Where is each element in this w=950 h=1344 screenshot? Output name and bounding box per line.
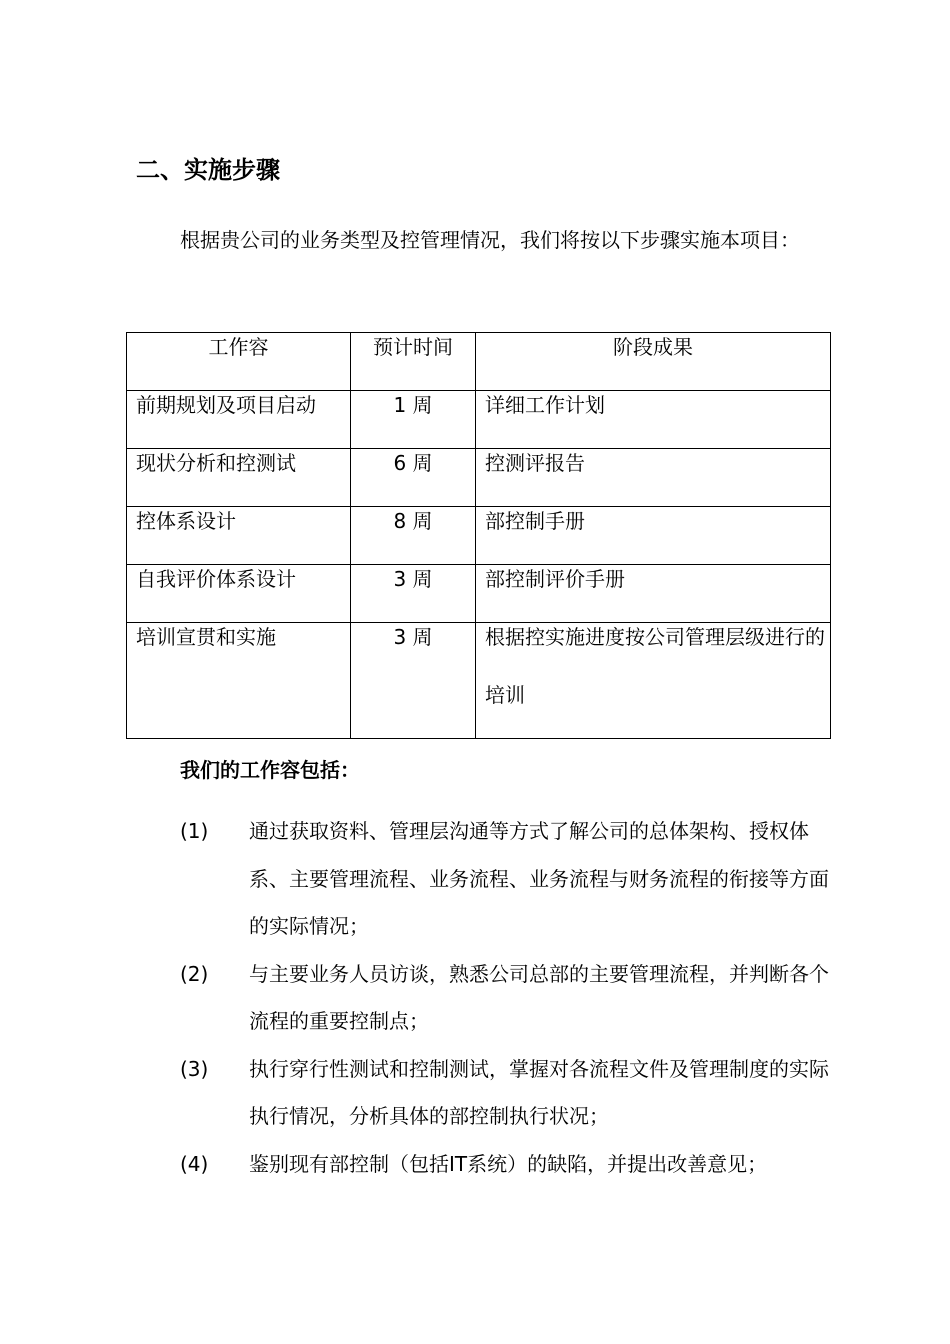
cell-result: 部控制评价手册 (485, 567, 625, 591)
table-row (127, 449, 831, 507)
table-row (127, 623, 831, 739)
header-work: 工作容 (127, 333, 351, 391)
cell-time: 1 周 (351, 391, 476, 449)
cell-time: 3 周 (351, 565, 476, 623)
cell-work: 现状分析和控测试 (136, 451, 296, 475)
table-row (127, 507, 831, 565)
item-number: (4) (180, 1151, 209, 1176)
item-number: (3) (180, 1056, 209, 1081)
item-number: (2) (180, 961, 209, 986)
section-heading: 二、实施步骤 (136, 156, 280, 184)
intro-text: 根据贵公司的业务类型及控管理情况，我们将按以下步骤实施本项目： (180, 228, 800, 252)
item-text: 执行穿行性测试和控制测试，掌握对各流程文件及管理制度的实际执行情况，分析具体的部控制执行状况； (249, 1056, 829, 1128)
cell-time: 6 周 (351, 449, 476, 507)
item-text: 通过获取资料、管理层沟通等方式了解公司的总体架构、授权体系、主要管理流程、业务流程、业务流程与财务流程的衔接等方面的实际情况； (249, 819, 829, 938)
list-item (180, 1046, 840, 1141)
intro-paragraph (136, 216, 836, 264)
work-plan-table (126, 332, 831, 739)
cell-work: 控体系设计 (136, 509, 236, 533)
list-item (180, 1141, 840, 1189)
work-content-heading: 我们的工作容包括： (180, 758, 360, 782)
table-row (127, 391, 831, 449)
cell-result: 根据控实施进度按公司管理层级进行的培训 (485, 625, 825, 707)
header-result: 阶段成果 (476, 333, 831, 391)
cell-work: 前期规划及项目启动 (136, 393, 316, 417)
item-text: 鉴别现有部控制（包括IT系统）的缺陷，并提出改善意见； (249, 1151, 768, 1176)
cell-result: 部控制手册 (485, 509, 585, 533)
list-item (180, 808, 840, 951)
table-header-row (127, 333, 831, 391)
cell-time: 8 周 (351, 507, 476, 565)
cell-work: 培训宣贯和实施 (136, 625, 276, 649)
cell-time: 3 周 (351, 623, 476, 739)
cell-result: 详细工作计划 (485, 393, 605, 417)
header-time: 预计时间 (351, 333, 476, 391)
cell-result: 控测评报告 (485, 451, 585, 475)
cell-work: 自我评价体系设计 (136, 567, 296, 591)
item-text: 与主要业务人员访谈，熟悉公司总部的主要管理流程，并判断各个流程的重要控制点； (249, 961, 829, 1033)
list-item (180, 951, 840, 1046)
work-content-list (180, 808, 840, 1188)
item-number: (1) (180, 819, 209, 843)
